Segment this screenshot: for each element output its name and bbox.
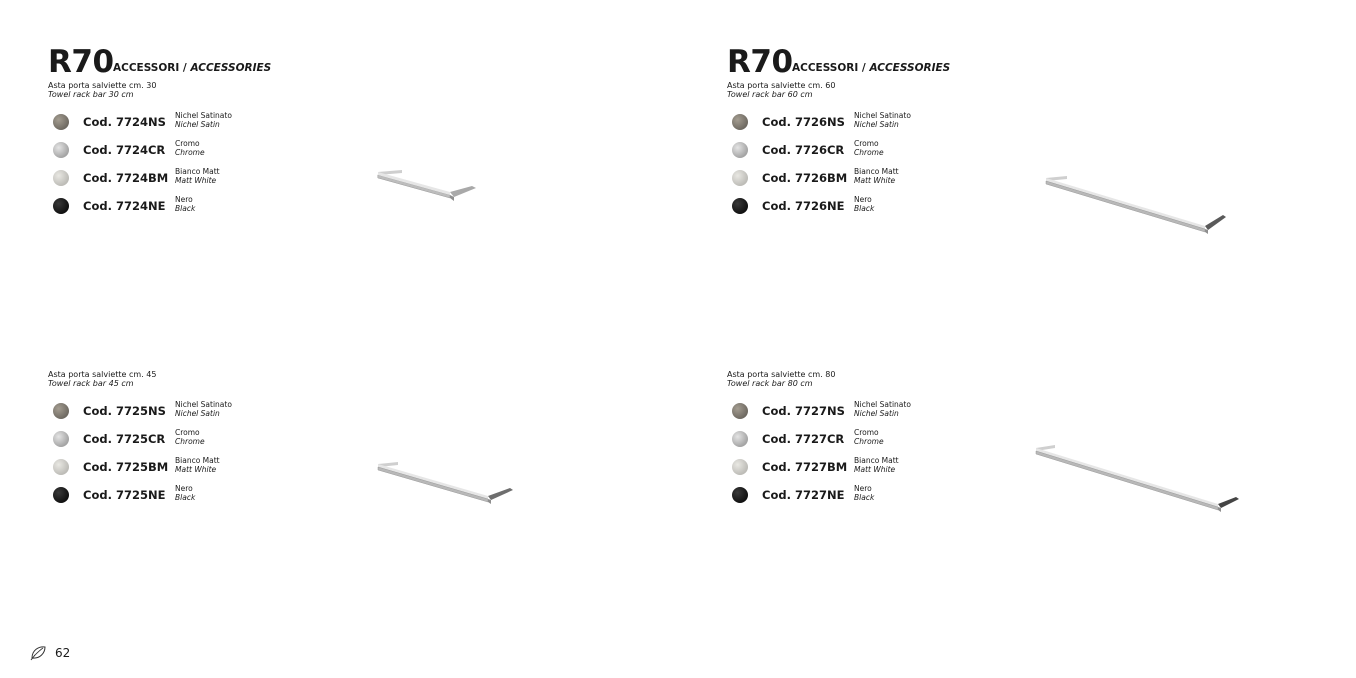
- finish-en: Chrome: [175, 148, 205, 157]
- variant-row: [53, 195, 353, 217]
- variant-row: [732, 456, 1032, 478]
- variant-row: [53, 139, 353, 161]
- finish-en: Black: [175, 204, 196, 213]
- finish-it: Cromo: [175, 428, 200, 437]
- chrome-swatch: [732, 431, 748, 447]
- finish-en: Matt White: [854, 465, 896, 474]
- chrome-swatch: [53, 431, 69, 447]
- variant-row: [53, 111, 353, 133]
- finish-it: Nero: [175, 195, 193, 204]
- page-number: 62: [55, 646, 71, 660]
- product-code: Cod. 7727NE: [762, 488, 845, 502]
- finish-it: Nichel Satinato: [175, 400, 232, 409]
- black-swatch: [732, 198, 748, 214]
- finish-en: Matt White: [175, 176, 217, 185]
- finish-it: Nero: [854, 484, 872, 493]
- matt-white-swatch: [732, 170, 748, 186]
- product-block-60cm: [727, 81, 1327, 231]
- finish-it: Cromo: [854, 139, 879, 148]
- section-title-it: ACCESSORI /: [792, 62, 866, 74]
- variant-row: [732, 111, 1032, 133]
- towel-bar-80cm-image: [1030, 438, 1248, 520]
- product-title-en: Towel rack bar 45 cm: [48, 379, 134, 388]
- product-code: Cod. 7724NE: [83, 199, 166, 213]
- variant-row: [732, 428, 1032, 450]
- brand-title: R70: [727, 44, 793, 80]
- variant-row: [53, 400, 353, 422]
- section-title-en: ACCESSORIES: [190, 62, 272, 74]
- product-title-it: Asta porta salviette cm. 60: [727, 81, 836, 90]
- product-block-45cm: [48, 370, 648, 520]
- product-title-en: Towel rack bar 80 cm: [727, 379, 813, 388]
- finish-it: Nichel Satinato: [854, 111, 911, 120]
- matt-white-swatch: [53, 170, 69, 186]
- finish-it: Cromo: [854, 428, 879, 437]
- product-title-it: Asta porta salviette cm. 45: [48, 370, 157, 379]
- towel-bar-30cm-image: [370, 160, 485, 210]
- finish-it: Nero: [175, 484, 193, 493]
- product-title-en: Towel rack bar 60 cm: [727, 90, 813, 99]
- product-code: Cod. 7725NE: [83, 488, 166, 502]
- finish-it: Bianco Matt: [175, 456, 220, 465]
- product-code: Cod. 7727CR: [762, 432, 845, 446]
- variant-row: [732, 400, 1032, 422]
- variant-row: [53, 167, 353, 189]
- finish-it: Bianco Matt: [854, 167, 899, 176]
- black-swatch: [53, 487, 69, 503]
- section-title: [113, 61, 271, 75]
- page-header-left: [48, 45, 308, 79]
- leaf-logo-icon: [30, 645, 46, 661]
- finish-it: Nichel Satinato: [175, 111, 232, 120]
- product-title-it: Asta porta salviette cm. 80: [727, 370, 836, 379]
- finish-en: Black: [175, 493, 196, 502]
- matt-white-swatch: [53, 459, 69, 475]
- chrome-swatch: [732, 142, 748, 158]
- nichel-satin-swatch: [53, 114, 69, 130]
- product-code: Cod. 7727NS: [762, 404, 845, 418]
- variant-row: [732, 167, 1032, 189]
- section-title-en: ACCESSORIES: [869, 62, 951, 74]
- finish-it: Bianco Matt: [175, 167, 220, 176]
- variant-row: [53, 456, 353, 478]
- variant-row: [732, 195, 1032, 217]
- finish-en: Matt White: [175, 465, 217, 474]
- product-code: Cod. 7726NE: [762, 199, 845, 213]
- finish-en: Chrome: [175, 437, 205, 446]
- chrome-swatch: [53, 142, 69, 158]
- product-title-it: Asta porta salviette cm. 30: [48, 81, 157, 90]
- product-code: Cod. 7726NS: [762, 115, 845, 129]
- finish-en: Black: [854, 204, 875, 213]
- brand-title: R70: [48, 44, 114, 80]
- finish-en: Matt White: [854, 176, 896, 185]
- matt-white-swatch: [732, 459, 748, 475]
- black-swatch: [732, 487, 748, 503]
- page-header-right: [727, 45, 987, 79]
- nichel-satin-swatch: [53, 403, 69, 419]
- finish-it: Nichel Satinato: [854, 400, 911, 409]
- product-code: Cod. 7724BM: [83, 171, 169, 185]
- finish-en: Nichel Satin: [175, 120, 220, 129]
- finish-it: Cromo: [175, 139, 200, 148]
- black-swatch: [53, 198, 69, 214]
- product-code: Cod. 7725NS: [83, 404, 166, 418]
- product-code: Cod. 7725CR: [83, 432, 166, 446]
- finish-it: Bianco Matt: [854, 456, 899, 465]
- product-code: Cod. 7726BM: [762, 171, 848, 185]
- towel-bar-60cm-image: [1040, 168, 1235, 240]
- product-block-30cm: [48, 81, 648, 231]
- product-code: Cod. 7725BM: [83, 460, 169, 474]
- section-title: [792, 61, 950, 75]
- towel-bar-45cm-image: [370, 452, 520, 512]
- finish-en: Nichel Satin: [854, 120, 899, 129]
- product-code: Cod. 7724CR: [83, 143, 166, 157]
- product-code: Cod. 7727BM: [762, 460, 848, 474]
- finish-en: Chrome: [854, 437, 884, 446]
- variant-row: [732, 139, 1032, 161]
- variant-row: [53, 428, 353, 450]
- product-code: Cod. 7724NS: [83, 115, 166, 129]
- finish-en: Nichel Satin: [175, 409, 220, 418]
- finish-en: Nichel Satin: [854, 409, 899, 418]
- nichel-satin-swatch: [732, 403, 748, 419]
- finish-it: Nero: [854, 195, 872, 204]
- variant-row: [732, 484, 1032, 506]
- finish-en: Black: [854, 493, 875, 502]
- product-code: Cod. 7726CR: [762, 143, 845, 157]
- product-title-en: Towel rack bar 30 cm: [48, 90, 134, 99]
- section-title-it: ACCESSORI /: [113, 62, 187, 74]
- nichel-satin-swatch: [732, 114, 748, 130]
- finish-en: Chrome: [854, 148, 884, 157]
- variant-row: [53, 484, 353, 506]
